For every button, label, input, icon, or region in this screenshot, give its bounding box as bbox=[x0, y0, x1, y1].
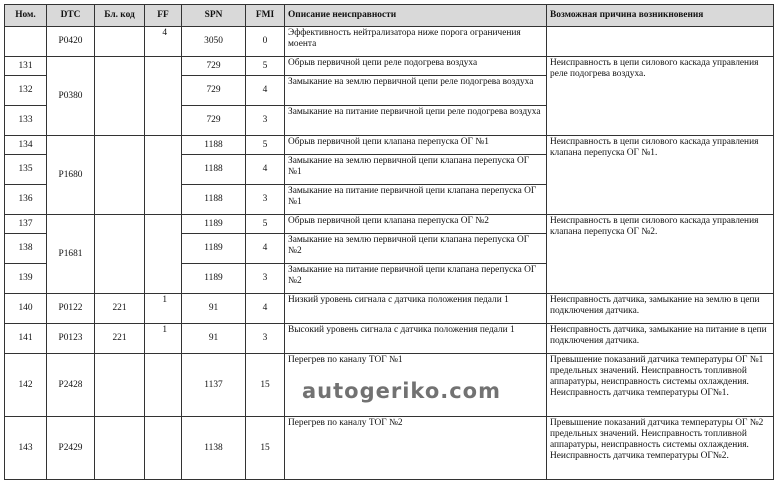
cell-fmi: 5 bbox=[246, 215, 285, 234]
cell-num: 132 bbox=[5, 76, 47, 106]
cell-description: Замыкание на питание первичной цепи реле подогрева воздуха bbox=[285, 106, 547, 136]
cell-num: 133 bbox=[5, 106, 47, 136]
cell-description: Эффективность нейтрализатора ниже порога ограничения моента bbox=[285, 27, 547, 57]
cell-cause: Неисправность датчика, замыкание на питание в цепи подключения датчика. bbox=[547, 324, 774, 354]
cell-num: 143 bbox=[5, 417, 47, 480]
cell-fmi: 3 bbox=[246, 324, 285, 354]
cell-description: Высокий уровень сигнала с датчика положения педали 1 bbox=[285, 324, 547, 354]
fault-code-table bbox=[4, 4, 774, 480]
cell-block-code bbox=[95, 136, 145, 215]
cell-ff bbox=[145, 417, 182, 480]
header-fmi: FMI bbox=[246, 5, 285, 27]
table-row bbox=[5, 417, 774, 480]
cell-spn: 1138 bbox=[182, 417, 246, 480]
cell-num: 135 bbox=[5, 155, 47, 185]
cell-cause bbox=[547, 27, 774, 57]
cell-spn: 729 bbox=[182, 57, 246, 76]
cell-cause: Неисправность в цепи силового каскада управления клапана перепуска ОГ №1. bbox=[547, 136, 774, 215]
table-row bbox=[5, 136, 774, 155]
cell-dtc: P0122 bbox=[47, 294, 95, 324]
cell-num: 139 bbox=[5, 264, 47, 294]
header-description: Описание неисправности bbox=[285, 5, 547, 27]
cell-description: Замыкание на землю первичной цепи клапана перепуска ОГ №2 bbox=[285, 234, 547, 264]
header-cause: Возможная причина возникновения bbox=[547, 5, 774, 27]
cell-description: Замыкание на питание первичной цепи клапана перепуска ОГ №2 bbox=[285, 264, 547, 294]
cell-description: Замыкание на землю первичной цепи реле подогрева воздуха bbox=[285, 76, 547, 106]
watermark: autogeriko.com bbox=[302, 379, 501, 403]
cell-dtc: P1681 bbox=[47, 215, 95, 294]
cell-fmi: 15 bbox=[246, 354, 285, 417]
cell-dtc: P0380 bbox=[47, 57, 95, 136]
cell-num: 138 bbox=[5, 234, 47, 264]
cell-spn: 1188 bbox=[182, 136, 246, 155]
cell-spn: 1189 bbox=[182, 264, 246, 294]
cell-num: 142 bbox=[5, 354, 47, 417]
cell-block-code bbox=[95, 215, 145, 294]
cell-spn: 91 bbox=[182, 294, 246, 324]
cell-description: Перегрев по каналу ТОГ №1 bbox=[285, 354, 547, 417]
cell-description: Перегрев по каналу ТОГ №2 bbox=[285, 417, 547, 480]
cell-dtc: P0123 bbox=[47, 324, 95, 354]
table-row bbox=[5, 294, 774, 324]
cell-description: Обрыв первичной цепи клапана перепуска ОГ №1 bbox=[285, 136, 547, 155]
header-block-code: Бл. код bbox=[95, 5, 145, 27]
cell-description: Замыкание на землю первичной цепи клапана перепуска ОГ №1 bbox=[285, 155, 547, 185]
cell-num: 140 bbox=[5, 294, 47, 324]
header-spn: SPN bbox=[182, 5, 246, 27]
cell-num: 131 bbox=[5, 57, 47, 76]
cell-fmi: 4 bbox=[246, 155, 285, 185]
cell-block-code bbox=[95, 417, 145, 480]
cell-ff bbox=[145, 354, 182, 417]
cell-num bbox=[5, 27, 47, 57]
cell-num: 137 bbox=[5, 215, 47, 234]
header-num: Ном. bbox=[5, 5, 47, 27]
cell-fmi: 4 bbox=[246, 76, 285, 106]
cell-ff bbox=[145, 57, 182, 136]
table-row bbox=[5, 215, 774, 234]
table-row bbox=[5, 354, 774, 417]
cell-description: Обрыв первичной цепи клапана перепуска ОГ №2 bbox=[285, 215, 547, 234]
cell-spn: 1188 bbox=[182, 155, 246, 185]
cell-block-code: 221 bbox=[95, 324, 145, 354]
cell-ff: 1 bbox=[145, 294, 182, 324]
cell-fmi: 0 bbox=[246, 27, 285, 57]
cell-dtc: P2428 bbox=[47, 354, 95, 417]
cell-dtc: P2429 bbox=[47, 417, 95, 480]
cell-spn: 3050 bbox=[182, 27, 246, 57]
cell-cause: Неисправность датчика, замыкание на землю в цепи подключения датчика. bbox=[547, 294, 774, 324]
cell-block-code bbox=[95, 27, 145, 57]
cell-ff bbox=[145, 136, 182, 215]
cell-fmi: 4 bbox=[246, 294, 285, 324]
cell-ff: 4 bbox=[145, 27, 182, 57]
cell-spn: 1188 bbox=[182, 185, 246, 215]
cell-cause: Неисправность в цепи силового каскада управления реле подогрева воздуха. bbox=[547, 57, 774, 136]
fault-code-table-container bbox=[4, 4, 774, 480]
cell-ff bbox=[145, 215, 182, 294]
cell-fmi: 15 bbox=[246, 417, 285, 480]
cell-spn: 1189 bbox=[182, 234, 246, 264]
cell-fmi: 3 bbox=[246, 264, 285, 294]
cell-spn: 1137 bbox=[182, 354, 246, 417]
cell-num: 141 bbox=[5, 324, 47, 354]
cell-num: 136 bbox=[5, 185, 47, 215]
cell-cause: Неисправность в цепи силового каскада управления клапана перепуска ОГ №2. bbox=[547, 215, 774, 294]
cell-fmi: 5 bbox=[246, 57, 285, 76]
cell-block-code bbox=[95, 354, 145, 417]
cell-spn: 1189 bbox=[182, 215, 246, 234]
cell-ff: 1 bbox=[145, 324, 182, 354]
table-row bbox=[5, 27, 774, 57]
cell-cause: Превышение показаний датчика температуры ОГ №1 предельных значений. Неисправность топливной аппаратуры, неисправность системы охлаждения. Неисправность датчика температуры ОГ№1. bbox=[547, 354, 774, 417]
cell-spn: 729 bbox=[182, 106, 246, 136]
cell-description: Обрыв первичной цепи реле подогрева воздуха bbox=[285, 57, 547, 76]
cell-dtc: P0420 bbox=[47, 27, 95, 57]
cell-num: 134 bbox=[5, 136, 47, 155]
cell-fmi: 3 bbox=[246, 106, 285, 136]
cell-spn: 91 bbox=[182, 324, 246, 354]
table-header-row bbox=[5, 5, 774, 27]
header-dtc: DTC bbox=[47, 5, 95, 27]
cell-description: Замыкание на питание первичной цепи клапана перепуска ОГ №1 bbox=[285, 185, 547, 215]
cell-dtc: P1680 bbox=[47, 136, 95, 215]
cell-description: Низкий уровень сигнала с датчика положения педали 1 bbox=[285, 294, 547, 324]
cell-fmi: 5 bbox=[246, 136, 285, 155]
cell-block-code: 221 bbox=[95, 294, 145, 324]
table-row bbox=[5, 57, 774, 76]
header-ff: FF bbox=[145, 5, 182, 27]
table-row bbox=[5, 324, 774, 354]
cell-spn: 729 bbox=[182, 76, 246, 106]
cell-block-code bbox=[95, 57, 145, 136]
cell-cause: Превышение показаний датчика температуры ОГ №2 предельных значений. Неисправность топливной аппаратуры, неисправность системы охлаждения. Неисправность датчика температуры ОГ№2. bbox=[547, 417, 774, 480]
cell-fmi: 4 bbox=[246, 234, 285, 264]
cell-fmi: 3 bbox=[246, 185, 285, 215]
